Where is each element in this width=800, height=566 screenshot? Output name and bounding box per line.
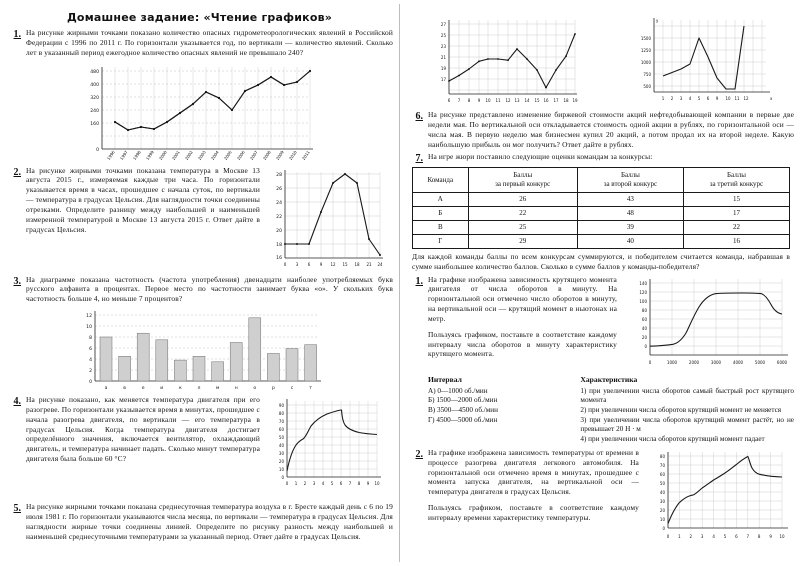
svg-text:14: 14 (523, 98, 530, 103)
task-3-number: 3. (13, 275, 21, 287)
match-lists (428, 387, 794, 445)
task-7-note: Для каждой команды баллы по всем конкурсам суммируются, и победителем считается команда, набравшая в сумме наибольшее количество баллов. Сколько в сумме баллов у команды-победителя? (412, 251, 790, 271)
svg-text:24: 24 (377, 261, 383, 267)
svg-text:1999: 1999 (144, 149, 155, 161)
task-b2-text: На графике изображена зависимость температуры от времени в процессе разогрева двигателя легкового автомобиля. На горизонтальной оси отмечено время в минутах, прошедшее с момента запуска двигателя, на вертикальной оси — температура двигателя в градусах Цельсия. (428, 447, 639, 497)
task-1 (6, 28, 393, 58)
task-6 (408, 110, 794, 149)
svg-text:1000: 1000 (666, 359, 678, 365)
svg-text:80: 80 (641, 307, 647, 313)
svg-text:18: 18 (276, 242, 282, 248)
svg-text:6: 6 (339, 481, 343, 487)
svg-text:н: н (234, 386, 238, 392)
table-header-row (413, 168, 790, 193)
svg-text:400: 400 (89, 82, 99, 88)
svg-text:9: 9 (715, 96, 718, 101)
svg-text:3: 3 (679, 96, 682, 101)
svg-text:11: 11 (733, 96, 740, 101)
svg-text:2000: 2000 (157, 149, 168, 161)
svg-text:40: 40 (278, 443, 284, 449)
chart-engine-warmup-right (644, 448, 794, 552)
task-5-text: На рисунке жирными точками показана среднесуточная температура воздуха в г. Бресте каждый день с 6 по 19 июля 1981 г. По горизонтали указываются числа месяца, по вертикали — температура в градусах Цельсия. Для наглядности жирные точки соединены линией. Определите по рисунку разность между наибольшей и наименьшей среднесуточными температурами за указанный период. Ответ дайте в градусах Цельсия. (26, 502, 393, 541)
svg-text:15: 15 (342, 261, 348, 267)
svg-text:м: м (215, 386, 219, 392)
characteristic-list (580, 387, 794, 445)
two-column-layout (6, 4, 794, 562)
svg-text:1: 1 (294, 481, 298, 487)
task-3-text: На диаграмме показана частотность (частота употребления) двенадцати наиболее употребляемых букв русского алфавита в процентах. Первое место по частотности занимает буква «о». У скольких букв частотность больше 4, но меньше 7 процентов? (26, 274, 393, 304)
svg-text:17: 17 (440, 77, 446, 82)
header-contest-2: Баллы за второй конкурс (577, 168, 683, 193)
svg-text:30: 30 (659, 498, 665, 504)
cell-team: Б (413, 206, 469, 220)
svg-text:12: 12 (85, 314, 92, 320)
svg-text:2004: 2004 (209, 149, 220, 161)
svg-text:80: 80 (659, 453, 665, 459)
chart-stock-price (618, 14, 778, 110)
characteristic-4: 4) при увеличении числа оборотов крутящий момент падает (580, 435, 765, 444)
task-b2-text2: Пользуясь графиком, поставьте в соответствие каждому интервалу времени характеристику температуры. (428, 503, 639, 522)
svg-text:13: 13 (513, 98, 520, 103)
svg-text:0: 0 (285, 481, 289, 487)
svg-text:о: о (252, 386, 256, 392)
left-column (6, 4, 400, 562)
svg-text:12: 12 (330, 261, 336, 267)
svg-text:18: 18 (562, 98, 569, 103)
svg-text:10: 10 (278, 467, 284, 473)
task-7-text: На игре жюри поставило следующие оценки командам за конкурсы: (428, 152, 653, 162)
svg-text:24: 24 (276, 200, 282, 206)
svg-text:3: 3 (295, 261, 299, 267)
svg-text:27: 27 (440, 22, 446, 27)
svg-text:18: 18 (354, 261, 360, 267)
interval-g: Г) 4500—5000 об./мин (428, 415, 498, 424)
svg-text:е: е (141, 386, 145, 392)
svg-text:1500: 1500 (640, 36, 651, 41)
characteristic-2: 2) при увеличении числа оборотов крутящий момент не меняется (580, 406, 782, 414)
svg-text:19: 19 (440, 66, 446, 71)
svg-text:3: 3 (312, 481, 316, 487)
svg-text:2000: 2000 (688, 359, 700, 365)
svg-text:0: 0 (666, 533, 670, 539)
interval-header: Интервал (428, 374, 462, 384)
svg-text:160: 160 (89, 121, 99, 127)
svg-text:7: 7 (457, 98, 460, 103)
svg-text:у: у (655, 18, 658, 23)
svg-text:2: 2 (88, 369, 92, 375)
task-1-text: На рисунке жирными точками показано количество опасных гидрометеорологических явлений в Российской Федерации с 1996 по 2011 г. По горизонтали указывается год, по вертикали — количество явлений. Сколько лет в указанный период ежегодное количество опасных явлений не превышало 240? (26, 28, 393, 57)
header-team: Команда (413, 168, 469, 193)
svg-text:26: 26 (276, 186, 282, 192)
svg-text:0: 0 (662, 525, 665, 531)
cell-score-3: 15 (683, 192, 789, 206)
svg-text:5000: 5000 (754, 359, 766, 365)
svg-text:60: 60 (641, 316, 647, 322)
svg-text:2003: 2003 (196, 149, 207, 161)
task-b2 (408, 448, 794, 552)
chart-brest-temp (425, 14, 585, 110)
svg-text:90: 90 (278, 403, 284, 409)
scores-table-wrapper (408, 167, 794, 271)
task-6-number: 6. (415, 111, 423, 122)
svg-text:0: 0 (88, 380, 92, 386)
svg-text:а: а (104, 386, 107, 392)
svg-text:5: 5 (330, 481, 334, 487)
task-6-text: На рисунке представлено изменение биржевой стоимости акций нефтедобывающей компании в первые две недели мая. По вертикальной оси откладывается стоимость одной акции в рублях, по горизонтальной оси — числа мая. В первую неделю мая бизнесмен купил 20 акций, а потом продал их на второй неделе. Какую наибольшую прибыль он мог получить? Ответ дайте в рублях. (428, 110, 794, 149)
cell-score-1: 25 (468, 220, 577, 234)
svg-text:5: 5 (723, 533, 727, 539)
svg-text:7: 7 (348, 481, 352, 487)
table-row (413, 192, 790, 206)
task-b1-text: На графике изображена зависимость крутящего момента двигателя от числа оборотов в минуту. На горизонтальной оси отмечено число оборотов в минуту, на вертикальной оси — крутящий момент в ньютонах на метр. (428, 274, 617, 323)
svg-text:2008: 2008 (261, 149, 272, 161)
svg-text:21: 21 (366, 261, 372, 267)
svg-text:70: 70 (659, 462, 665, 468)
svg-text:1: 1 (661, 96, 664, 101)
task-b1-number: 1. (415, 275, 423, 287)
svg-text:140: 140 (639, 280, 647, 286)
svg-text:р: р (271, 386, 275, 392)
task-5 (6, 502, 393, 541)
svg-text:60: 60 (278, 427, 284, 433)
svg-text:2002: 2002 (183, 149, 194, 161)
task-5-number: 5. (13, 503, 21, 515)
svg-text:3: 3 (700, 533, 704, 539)
svg-text:2010: 2010 (287, 149, 298, 161)
svg-text:480: 480 (89, 69, 99, 75)
svg-text:20: 20 (659, 507, 665, 513)
chart-hazard-events (6, 61, 393, 166)
svg-text:22: 22 (276, 214, 282, 220)
svg-text:4000: 4000 (732, 359, 744, 365)
svg-text:80: 80 (278, 411, 284, 417)
cell-score-2: 43 (577, 192, 683, 206)
svg-text:40: 40 (641, 325, 647, 331)
svg-text:т: т (308, 386, 312, 392)
svg-text:5: 5 (697, 96, 700, 101)
task-3 (6, 275, 393, 305)
svg-text:6: 6 (735, 533, 738, 539)
svg-text:30: 30 (278, 451, 284, 457)
svg-text:10: 10 (779, 533, 785, 539)
svg-text:23: 23 (440, 44, 446, 49)
top-charts-row (408, 4, 794, 110)
svg-text:16: 16 (276, 255, 282, 261)
svg-text:2005: 2005 (222, 149, 233, 161)
task-2-number: 2. (13, 166, 21, 178)
svg-text:10: 10 (484, 98, 491, 103)
svg-text:3000: 3000 (710, 359, 722, 365)
table-row (413, 220, 790, 234)
task-7-number: 7. (415, 153, 423, 165)
svg-text:8: 8 (757, 533, 761, 539)
svg-text:70: 70 (278, 419, 284, 425)
svg-text:9: 9 (319, 261, 323, 267)
page-title: Домашнее задание: «Чтение графиков» (66, 11, 333, 24)
cell-team: А (413, 192, 469, 206)
svg-text:240: 240 (89, 108, 99, 114)
svg-text:8: 8 (357, 481, 361, 487)
chart-letter-frequency (6, 307, 393, 395)
task-2 (6, 166, 393, 272)
svg-text:6: 6 (447, 98, 450, 103)
svg-text:и: и (159, 386, 163, 392)
svg-text:20: 20 (278, 459, 284, 465)
svg-text:1000: 1000 (640, 60, 651, 65)
svg-text:4: 4 (88, 358, 92, 364)
svg-text:0: 0 (281, 475, 284, 481)
match-headers (428, 375, 794, 385)
svg-text:8: 8 (88, 336, 92, 342)
svg-text:21: 21 (440, 55, 446, 60)
svg-text:15: 15 (533, 98, 540, 103)
svg-text:19: 19 (571, 98, 578, 103)
svg-text:6000: 6000 (776, 359, 788, 365)
svg-text:1998: 1998 (131, 149, 142, 161)
cell-score-3: 17 (683, 206, 789, 220)
svg-text:10: 10 (85, 325, 92, 331)
svg-text:0: 0 (283, 261, 287, 267)
cell-score-3: 16 (683, 234, 789, 248)
svg-text:16: 16 (542, 98, 549, 103)
svg-text:к: к (178, 386, 182, 392)
cell-team: В (413, 220, 469, 234)
task-4 (6, 395, 393, 499)
cell-score-2: 39 (577, 220, 683, 234)
table-row (413, 234, 790, 248)
table-row (413, 206, 790, 220)
svg-text:11: 11 (494, 98, 501, 103)
svg-text:9: 9 (366, 481, 370, 487)
svg-text:12: 12 (504, 98, 511, 103)
chart-engine-warmup-left (265, 395, 393, 499)
svg-text:6: 6 (307, 261, 311, 267)
svg-text:2: 2 (670, 96, 673, 101)
svg-text:4: 4 (712, 533, 715, 539)
cell-team: Г (413, 234, 469, 248)
header-contest-3: Баллы за третий конкурс (683, 168, 789, 193)
cell-score-1: 29 (468, 234, 577, 248)
interval-a: А) 0—1000 об./мин (428, 386, 488, 395)
svg-text:1: 1 (678, 533, 681, 539)
svg-text:1996: 1996 (105, 149, 116, 161)
svg-text:4: 4 (321, 481, 325, 487)
svg-text:6: 6 (88, 347, 92, 353)
svg-text:20: 20 (641, 334, 647, 340)
svg-text:60: 60 (659, 471, 665, 477)
cell-score-1: 26 (468, 192, 577, 206)
svg-text:20: 20 (276, 228, 282, 234)
task-4-text: На рисунке показано, как меняется температура двигателя при его разогреве. По горизонтали указывается время в минутах, прошедшее с начала разогрева двигателя, по вертикали — его температура в градусах Цельсия. Когда температура двигателя достигает определённого значения, включается вентилятор, охлаждающий двигатель, и температура начинает падать. Сколько минут температура двигателя была больше 60 °C? (26, 395, 260, 464)
svg-text:500: 500 (642, 84, 651, 89)
svg-text:12: 12 (742, 96, 749, 101)
task-b2-number: 2. (415, 448, 423, 460)
interval-b: Б) 1500—2000 об./мин (428, 396, 498, 405)
cell-score-2: 48 (577, 206, 683, 220)
svg-text:1250: 1250 (640, 48, 651, 53)
svg-text:2001: 2001 (170, 149, 181, 161)
svg-text:750: 750 (642, 72, 651, 77)
svg-text:50: 50 (278, 435, 284, 441)
svg-text:0: 0 (644, 343, 647, 349)
svg-text:4: 4 (688, 96, 691, 101)
svg-text:8: 8 (467, 98, 470, 103)
cell-score-2: 40 (577, 234, 683, 248)
interval-list (428, 387, 574, 445)
svg-text:в: в (122, 386, 126, 392)
svg-text:25: 25 (440, 33, 446, 38)
svg-text:120: 120 (639, 289, 647, 295)
svg-text:0: 0 (95, 147, 99, 153)
svg-text:100: 100 (639, 298, 647, 304)
cell-score-3: 22 (683, 220, 789, 234)
svg-text:9: 9 (477, 98, 480, 103)
svg-text:2: 2 (303, 481, 307, 487)
svg-text:7: 7 (746, 533, 750, 539)
svg-text:40: 40 (659, 489, 665, 495)
svg-text:28: 28 (276, 172, 282, 178)
task-b1 (408, 275, 794, 445)
svg-text:2009: 2009 (274, 149, 285, 161)
svg-text:9: 9 (769, 533, 772, 539)
task-4-number: 4. (13, 396, 21, 408)
header-contest-1: Баллы за первый конкурс (468, 168, 577, 193)
svg-text:х: х (769, 96, 772, 101)
svg-text:с: с (290, 386, 293, 392)
svg-text:10: 10 (659, 516, 665, 522)
interval-v: В) 3500—4500 об./мин (428, 406, 499, 414)
chart-moscow-temp (265, 166, 393, 272)
task-b1-text2: Пользуясь графиком, поставьте в соответствие каждому интервалу числа оборотов в минуту характеристику крутящего момента. (428, 329, 617, 359)
svg-text:6: 6 (706, 96, 709, 101)
svg-text:1997: 1997 (118, 149, 129, 161)
task-2-text: На рисунке жирными точками показана температура в Москве 13 августа 2015 г., измеряемая каждые три часа. По горизонтали указывается время в часах, прошедшее с начала суток, по вертикали — температура в градусах Цельсия. Для наглядности точки соединены отрезками. Определите разницу между наибольшей и наименьшей измеренной температурой в Москве 13 августа 2015 г. Ответ дайте в градусах Цельсия. (26, 165, 260, 234)
svg-text:10: 10 (374, 481, 380, 487)
cell-score-1: 22 (468, 206, 577, 220)
scores-table (412, 167, 790, 249)
svg-text:0: 0 (648, 359, 652, 365)
svg-text:л: л (197, 386, 200, 392)
task-7 (408, 152, 794, 164)
svg-text:320: 320 (89, 95, 99, 101)
svg-text:2011: 2011 (300, 149, 311, 161)
svg-text:2: 2 (689, 533, 693, 539)
svg-text:10: 10 (724, 96, 731, 101)
characteristic-header: Характеристика (580, 374, 638, 384)
characteristic-1: 1) при увеличении числа оборотов самый быстрый рост крутящего момента (580, 386, 794, 405)
svg-text:2007: 2007 (248, 149, 259, 161)
right-column (400, 4, 794, 562)
characteristic-3: 3) при увеличении числа оборотов крутящий момент растёт, но не превышает 20 Н · м (580, 415, 794, 434)
svg-text:2006: 2006 (235, 149, 246, 161)
chart-engine-torque (622, 275, 794, 375)
svg-text:17: 17 (552, 98, 559, 103)
task-1-number: 1. (13, 29, 21, 40)
svg-text:50: 50 (659, 480, 665, 486)
